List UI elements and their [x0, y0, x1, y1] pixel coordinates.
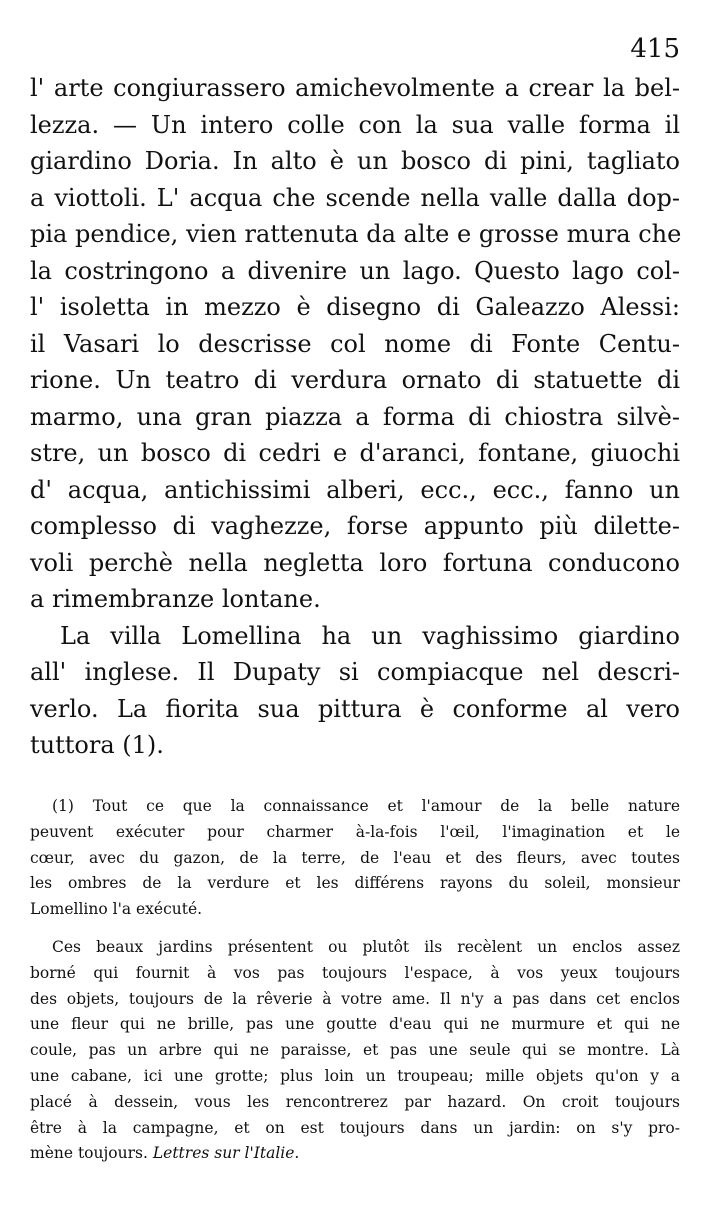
- text-line: pia pendice, vien rattenuta da alte e grosse mura che: [30, 220, 682, 248]
- footnote-block: [30, 794, 680, 1167]
- footnote-line: une fleur qui ne brille, pas une goutte d'eau qui ne murmure et qui ne: [30, 1015, 680, 1034]
- text-line: lezza. — Un intero colle con la sua valle forma il: [30, 110, 680, 139]
- footnote-line: peuvent exécuter pour charmer à-la-fois l'œil, l'imagination et le: [30, 822, 680, 841]
- footnote-line: les ombres de la verdure et les différens rayons du soleil, monsieur: [30, 874, 680, 893]
- text-line: La villa Lomellina ha un vaghissimo giardino: [60, 621, 680, 650]
- text-line: l' arte congiurassero amichevolmente a crear la bel-: [30, 74, 680, 102]
- text-line: all' inglese. Il Dupaty si compiacque nel descri-: [30, 658, 680, 686]
- footnote-last-line: [30, 1141, 680, 1167]
- footnote-gap: [30, 923, 680, 935]
- text-line: marmo, una gran piazza a forma di chiostra silvè-: [30, 402, 680, 431]
- text-line: d' acqua, antichissimi alberi, ecc., ecc., fanno un: [30, 475, 680, 504]
- text-line: il Vasari lo descrisse col nome di Fonte Centu-: [30, 329, 680, 358]
- text-line: l' isoletta in mezzo è disegno di Galeazzo Alessi:: [30, 293, 680, 321]
- text-line: complesso di vaghezze, forse appunto più dilette-: [30, 512, 680, 540]
- text-line: a rimembranze lontane.: [30, 585, 321, 613]
- footnote-line: Ces beaux jardins présentent ou plutôt ils recèlent un enclos assez: [52, 937, 680, 956]
- footnote-line: des objets, toujours de la rêverie à votre ame. Il n'y a pas dans cet enclos: [30, 989, 680, 1008]
- page-number: 415: [630, 34, 680, 64]
- text-line: stre, un bosco di cedri e d'aranci, fontane, giuochi: [30, 439, 680, 467]
- footnote-line: placé à dessein, vous les rencontrerez par hazard. On croit toujours: [30, 1092, 680, 1111]
- text-line: verlo. La fiorita sua pittura è conforme al vero: [30, 694, 680, 723]
- text-line: rione. Un teatro di verdura ornato di statuette di: [30, 366, 680, 394]
- main-text-block: [30, 70, 680, 764]
- footnote-line: une cabane, ici une grotte; plus loin un troupeau; mille objets qu'on y a: [30, 1066, 680, 1085]
- text-line: a viottoli. L' acqua che scende nella valle dalla dop-: [30, 183, 680, 212]
- footnote-line: borné qui fournit à vos pas toujours l'espace, à vos yeux toujours: [30, 963, 680, 982]
- text-line: la costringono a divenire un lago. Questo lago col-: [30, 256, 680, 285]
- text-line: giardino Doria. In alto è un bosco di pini, tagliato: [30, 147, 680, 175]
- footnote-line: coule, pas un arbre qui ne paraisse, et pas une seule qui se montre. Là: [30, 1041, 680, 1060]
- footnote-line-text: mène toujours.: [30, 1144, 148, 1163]
- text-line: tuttora (1).: [30, 731, 164, 759]
- footnote-line: Lomellino l'a exécuté.: [30, 900, 203, 919]
- footnote-line: être à la campagne, et on est toujours dans un jardin: on s'y pro-: [30, 1118, 680, 1137]
- text-line: voli perchè nella negletta loro fortuna conducono: [30, 548, 680, 577]
- footnote-line: (1) Tout ce que la connaissance et l'amour de la belle nature: [52, 797, 680, 815]
- footnote-line: cœur, avec du gazon, de la terre, de l'eau et des fleurs, avec toutes: [30, 848, 680, 867]
- citation-title: Lettres sur l'Italie.: [152, 1144, 300, 1163]
